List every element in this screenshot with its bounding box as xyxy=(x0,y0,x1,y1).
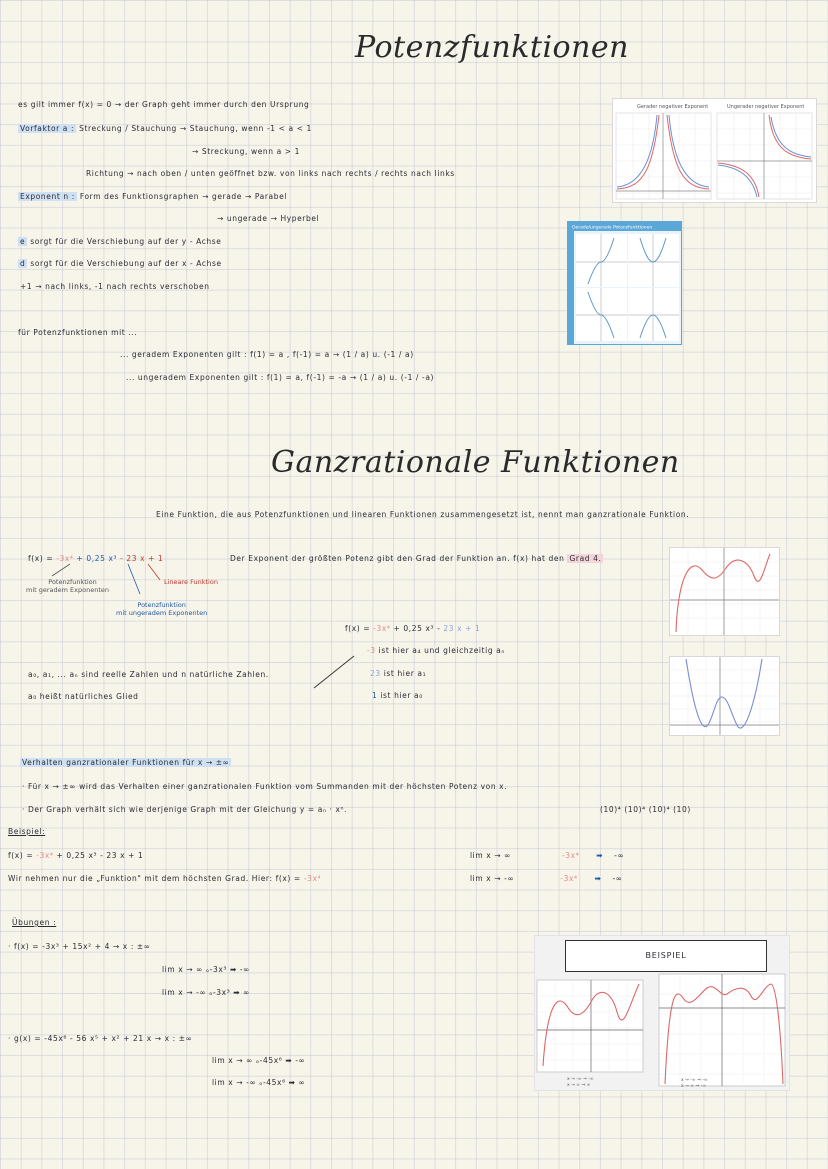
grad-label: Grad 4. xyxy=(569,554,602,563)
title-potenzfunktionen: Potenzfunktionen xyxy=(355,30,630,65)
a1-row xyxy=(370,669,426,678)
d-label: d xyxy=(20,259,26,268)
exercise-2: · g(x) = -45x⁶ - 56 x⁵ + x² + 21 x → x : ±∞ xyxy=(8,1034,193,1043)
cap-left-2: x → ∞ ⇒ ∞ xyxy=(567,1083,591,1088)
fig2-title: Gerade/ungerade Potenzfunktionen xyxy=(572,225,653,231)
term-blue: + 0,25 x³ xyxy=(76,554,118,563)
term-red: - 23 x + 1 xyxy=(120,554,164,563)
bsp-nehmen-pink: -3x⁴ xyxy=(303,874,322,883)
f-repeat xyxy=(345,624,480,633)
lim2-result: -∞ xyxy=(612,874,623,883)
bsp-f-pink: -3x⁴ xyxy=(36,851,54,860)
ungerade-exponent-line: ... ungeradem Exponenten gilt : f(1) = a, f(-1) = -a → (1 / a) u. (-1 / -a) xyxy=(126,373,435,382)
coeff-text: a₀, a₁, ... aₙ sind reelle Zahlen und n natürliche Zahlen. xyxy=(28,670,269,679)
bsp-nehmen-text: Wir nehmen nur die „Funktion" mit dem höchsten Grad. Hier: f(x) = xyxy=(8,874,301,883)
exercise-1-lim-2: lim x → -∞ ₒ-3x³ ➡ ∞ xyxy=(162,988,251,997)
lim2-left: lim x → -∞ xyxy=(470,874,515,883)
bsp-f-prefix: f(x) = xyxy=(8,851,37,860)
bsp-f-rest: + 0,25 x³ - 23 x + 1 xyxy=(56,851,144,860)
richtung-text: Richtung → nach oben / unten geöffnet bzw. von links nach rechts / rechts nach links xyxy=(86,169,455,178)
f-repeat-blue: 23 x + 1 xyxy=(443,624,481,633)
blue-polynomial-curve xyxy=(686,659,762,728)
vorfaktor-row xyxy=(18,124,312,133)
arrow-right-icon: ➡ xyxy=(594,874,602,883)
beispiel-function xyxy=(8,851,143,860)
a0-row xyxy=(372,691,423,700)
label-potenz-ungerade-1: Potenzfunktion xyxy=(137,601,186,609)
title-ganzrationale: Ganzrationale Funktionen xyxy=(271,445,680,480)
glied-text: a₀ heißt natürliches Glied xyxy=(28,692,139,701)
lim1-term: -3x⁴ xyxy=(561,851,580,860)
cap-left-1: x → -∞ ⇒ -∞ xyxy=(567,1077,594,1082)
d-row xyxy=(18,259,222,268)
an-row xyxy=(367,646,505,655)
shift-text: +1 → nach links, -1 nach rechts verschoben xyxy=(20,282,210,291)
exercise-1-lim-1: lim x → ∞ ₒ-3x³ ➡ -∞ xyxy=(162,965,251,974)
e-text: sorgt für die Verschiebung auf der y - Achse xyxy=(30,237,222,246)
figure-polynomial-red xyxy=(669,547,780,636)
a1-text: ist hier a₁ xyxy=(383,669,427,678)
red-polynomial-curve xyxy=(676,554,770,632)
verhalten-bullet-1: · Für x → ±∞ wird das Verhalten einer ganzrationalen Funktion vom Summanden mit der höchsten Potenz von x. xyxy=(22,782,508,791)
lim2-term: -3x⁴ xyxy=(560,874,578,883)
cap-right-2: x → ∞ ⇒ -∞ xyxy=(681,1084,707,1089)
lim1-result: -∞ xyxy=(614,851,625,860)
f-repeat-mid: + 0,25 x³ - xyxy=(393,624,441,633)
exercise-2-lim-1: lim x → ∞ ₒ-45x⁶ ➡ -∞ xyxy=(212,1056,306,1065)
line-ursprung: es gilt immer f(x) = 0 → der Graph geht immer durch den Ursprung xyxy=(18,100,310,109)
plot-odd-negative xyxy=(717,113,812,199)
plot-even-negative xyxy=(616,113,711,199)
vorfaktor-label: Vorfaktor a : xyxy=(20,124,75,133)
exponent-text: Form des Funktionsgraphen → gerade → Parabel xyxy=(79,192,287,201)
an-text: ist hier a₄ und gleichzeitig aₙ xyxy=(378,646,505,655)
exponent-row xyxy=(18,192,287,201)
label-potenz-gerade-2: mit geradem Exponenten xyxy=(26,586,110,594)
label-potenz-gerade xyxy=(26,578,110,594)
label-potenz-ungerade xyxy=(116,601,207,617)
grad-row xyxy=(230,554,603,563)
exponent-label: Exponent n : xyxy=(20,192,75,201)
power-example: (10)⁴ (10)⁴ (10)⁴ (10) xyxy=(600,805,691,814)
d-text: sorgt für die Verschiebung auf der x - Achse xyxy=(30,259,222,268)
a0-label: 1 xyxy=(372,691,378,700)
streckung-text: → Streckung, wenn a > 1 xyxy=(192,147,301,156)
uebungen-heading: Übungen : xyxy=(12,918,57,927)
verhalten-heading-text: Verhalten ganzrationaler Funktionen für x → ±∞ xyxy=(22,758,230,767)
a0-text: ist hier a₀ xyxy=(380,691,423,700)
f-repeat-pink: -3x⁴ xyxy=(373,624,391,633)
lim-row-2 xyxy=(470,874,623,883)
lim-row-1 xyxy=(470,851,624,860)
e-row xyxy=(18,237,222,246)
exercise-1: · f(x) = -3x³ + 15x² + 4 → x : ±∞ xyxy=(8,942,151,951)
fig1-right-title: Ungerader negativer Exponent xyxy=(727,104,805,110)
grad-text: Der Exponent der größten Potenz gibt den Grad der Funktion an. f(x) hat den xyxy=(230,554,565,563)
an-label: -3 xyxy=(367,646,376,655)
fig1-left-title: Gerader negativer Exponent xyxy=(637,104,709,110)
lim1-left: lim x → ∞ xyxy=(470,851,511,860)
f-repeat-prefix: f(x) = xyxy=(345,624,374,633)
figure-four-panels xyxy=(567,221,682,345)
exercise-2-lim-2: lim x → -∞ ₒ-45x⁶ ➡ ∞ xyxy=(212,1078,306,1087)
gerade-exponent-line: ... geradem Exponenten gilt : f(1) = a , f(-1) = a → (1 / a) u. (-1 / a) xyxy=(120,350,414,359)
a1-label: 23 xyxy=(370,669,381,678)
verhalten-bullet-2: · Der Graph verhält sich wie derjenige Graph mit der Gleichung y = aₙ · xⁿ. xyxy=(22,805,348,814)
label-potenz-ungerade-2: mit ungeradem Exponenten xyxy=(116,609,208,617)
label-linear: Lineare Funktion xyxy=(164,578,218,586)
f-prefix: f(x) = xyxy=(28,554,57,563)
vorfaktor-text: Streckung / Stauchung → Stauchung, wenn -1 < a < 1 xyxy=(79,124,312,133)
ungerade-text: → ungerade → Hyperbel xyxy=(217,214,320,223)
verhalten-heading xyxy=(20,758,231,767)
definition-text: Eine Funktion, die aus Potenzfunktionen und linearen Funktionen zusammengesetzt ist, nennt man ganzrationale Funktion. xyxy=(156,510,690,519)
figure-polynomial-blue xyxy=(669,656,780,736)
figure-negative-exponents xyxy=(612,98,817,203)
label-potenz-gerade-1: Potenzfunktion xyxy=(48,578,97,586)
figure-beispiel xyxy=(534,935,790,1091)
term-pink: -3x⁴ xyxy=(56,554,74,563)
connector-arrow xyxy=(310,652,360,692)
cap-right-1: x → -∞ ⇒ -∞ xyxy=(681,1078,708,1083)
four-panels-grid xyxy=(576,234,679,341)
beispiel-label: Beispiel: xyxy=(8,827,46,836)
e-label: e xyxy=(20,237,26,246)
fuer-text: für Potenzfunktionen mit ... xyxy=(18,328,138,337)
beispiel-nehmen xyxy=(8,874,321,883)
arrow-right-icon: ➡ xyxy=(596,851,604,860)
beispiel-box: BEISPIEL xyxy=(565,940,767,972)
